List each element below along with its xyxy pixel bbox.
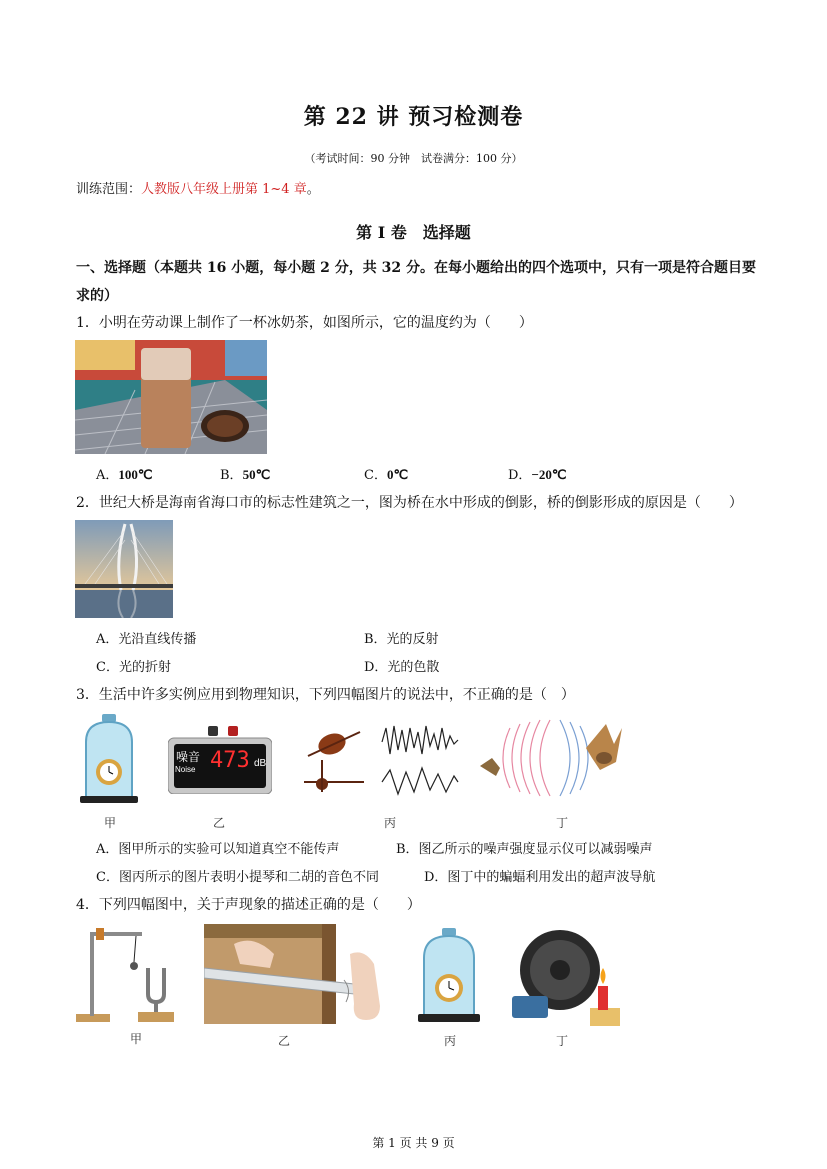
question-4-stem: 4．下列四幅图中，关于声现象的描述正确的是（ ） <box>76 897 421 913</box>
bat-ultrasound-image <box>476 718 622 798</box>
q1-option-d-letter: D． <box>508 468 532 483</box>
q1-option-c-value: 0℃ <box>386 467 409 482</box>
q1-option-d-value: −20℃ <box>531 467 567 482</box>
q1-option-b-letter: B． <box>220 468 243 483</box>
q3-option-c[interactable]: C．图丙所示的图片表明小提琴和二胡的音色不同 <box>96 870 379 885</box>
q2-option-b[interactable]: B．光的反射 <box>364 632 439 647</box>
page-title: 第 22 讲 预习检测卷 <box>303 104 524 130</box>
q4-caption-bing: 丙 <box>444 1034 457 1048</box>
scope-value: 人教版八年级上册第 1~4 章 <box>141 182 307 197</box>
ruler-on-table-image <box>204 924 392 1024</box>
bell-jar-alarm-image-2 <box>416 926 482 1024</box>
question-2-stem: 2．世纪大桥是海南省海口市的标志性建筑之一，图为桥在水中形成的倒影，桥的倒影形成的原因是（ ） <box>76 495 743 511</box>
q4-caption-jia: 甲 <box>130 1032 143 1046</box>
q1-option-a-letter: A． <box>96 468 119 483</box>
section-instructions: 一、选择题（本题共 16 小题，每小题 2 分，共 32 分。在每小题给出的四个选项中，只有一项是符合题目要求的） <box>76 260 756 304</box>
violin-erhu-waveform-image <box>302 720 462 802</box>
bell-jar-alarm-image <box>78 712 140 804</box>
section-title: 第 I 卷 选择题 <box>356 223 471 242</box>
tuning-fork-pendulum-image <box>76 922 186 1026</box>
question-1-stem: 1．小明在劳动课上制作了一杯冰奶茶，如图所示，它的温度约为（ ） <box>76 315 533 331</box>
milk-tea-photo <box>75 340 267 454</box>
noise-meter-value: 473 <box>210 748 250 773</box>
page-number: 第 1 页 共 9 页 <box>372 1136 455 1150</box>
question-3-stem: 3．生活中许多实例应用到物理知识，下列四幅图片的说法中，不正确的是（ ） <box>76 687 575 703</box>
q1-option-c-letter: C． <box>364 468 387 483</box>
q3-caption-ding: 丁 <box>556 816 569 830</box>
q3-caption-yi: 乙 <box>213 816 226 830</box>
noise-meter-label-top: 噪音 <box>176 750 201 764</box>
q3-option-d[interactable]: D．图丁中的蝙蝠利用发出的超声波导航 <box>424 870 656 885</box>
q4-caption-yi: 乙 <box>278 1034 291 1048</box>
q1-option-a[interactable] <box>96 464 153 483</box>
exam-info: （考试时间：90 分钟 试卷满分：100 分） <box>304 152 523 165</box>
q4-caption-ding: 丁 <box>556 1034 569 1048</box>
q3-option-a[interactable]: A．图甲所示的实验可以知道真空不能传声 <box>96 842 340 857</box>
q2-option-a[interactable]: A．光沿直线传播 <box>96 632 197 647</box>
noise-meter-unit: dB <box>254 758 267 769</box>
q1-option-b[interactable] <box>220 464 270 483</box>
speaker-candle-image <box>508 926 622 1028</box>
q3-caption-bing: 丙 <box>384 816 397 830</box>
q1-option-a-value: 100℃ <box>118 467 153 482</box>
q3-caption-jia: 甲 <box>104 816 117 830</box>
q1-option-d[interactable] <box>508 464 566 483</box>
q3-option-b[interactable]: B．图乙所示的噪声强度显示仪可以减弱噪声 <box>396 842 653 857</box>
scope-label: 训练范围： <box>76 182 142 197</box>
q1-option-b-value: 50℃ <box>242 467 271 482</box>
scope-end: 。 <box>306 182 320 197</box>
bridge-reflection-photo <box>75 520 173 618</box>
noise-meter-label-bottom: Noise <box>175 765 196 774</box>
q2-option-c[interactable]: C．光的折射 <box>96 660 171 675</box>
q2-option-d[interactable]: D．光的色散 <box>364 660 440 675</box>
q1-option-c[interactable] <box>364 464 408 483</box>
training-scope <box>76 178 320 197</box>
